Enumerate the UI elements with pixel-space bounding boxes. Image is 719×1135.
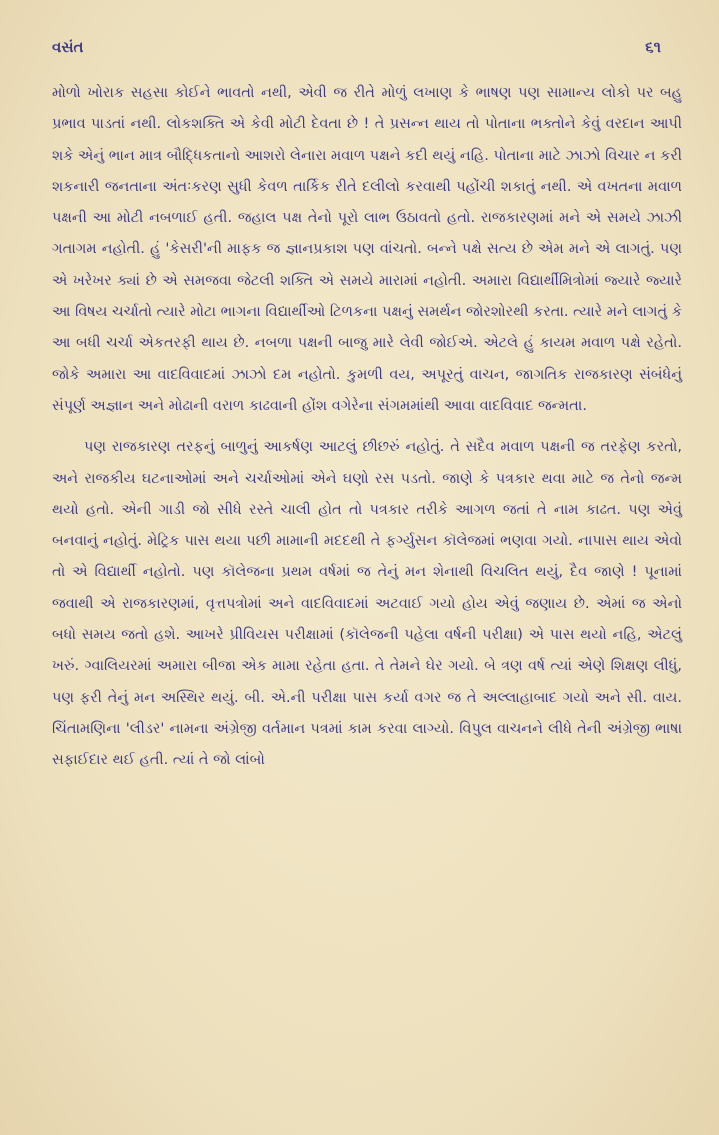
running-head: વસંત (52, 38, 84, 56)
page-header (52, 38, 679, 78)
paragraph-2: પણ રાજકારણ તરફનું બાળુનું આકર્ષણ આટલું છીછરું નહોતું. તે સદૈવ મવાળ પક્ષની જ તરફેણ કરતો, અને રાજકીય ઘટનાઓમાં અને ચર્ચાઓમાં એને ઘણો રસ પડતો. જાણે કે પત્રકાર થવા માટે જ તેનો જન્મ થયો હતો. એની ગાડી જો સીધે રસ્તે ચાલી હોત તો પત્રકાર તરીકે આગળ જતાં તે નામ કાઢત. પણ એવું બનવાનું નહોતું. મેટ્રિક પાસ થયા પછી મામાની મદદથી તે ફર્ગ્યુસન કૉલેજમાં ભણવા ગયો. નાપાસ થાય એવો તો એ વિદ્યાર્થી નહોતો. પણ કૉલેજના પ્રથમ વર્ષમાં જ તેનું મન શેનાથી વિચલિત થયું, દૈવ જાણે ! પૂનામાં જવાથી એ રાજકારણમાં, વૃત્તપત્રોમાં અને વાદવિવાદમાં અટવાઈ ગયો હોય એવું જણાય છે. એમાં જ એનો બધો સમય જતો હશે. આખરે પ્રીવિયસ પરીક્ષામાં (કૉલેજની પહેલા વર્ષની પરીક્ષા) એ પાસ થયો નહિ, એટલું ખરું. ગ્વાલિયરમાં અમારા બીજા એક મામા રહેતા હતા. તે તેમને ઘેર ગયો. બે ત્રણ વર્ષ ત્યાં એણે શિક્ષણ લીધું, પણ ફરી તેનું મન અસ્થિર થયું. બી. એ.ની પરીક્ષા પાસ કર્યા વગર જ તે અલ્લાહાબાદ ગયો અને સી. વાય. ચિંતામણિના 'લીડર' નામના અંગ્રેજી વર્તમાન પત્રમાં કામ કરવા લાગ્યો. વિપુલ વાચનને લીધે તેની અંગ્રેજી ભાષા સફાઈદાર થઈ હતી. ત્યાં તે જો લાંબો (52, 439, 682, 769)
page-number: ૬૧ (645, 38, 661, 56)
paragraph-1: મોળો ખોરાક સહસા કોઈને ભાવતો નથી, એવી જ રીતે મોળું લખાણ કે ભાષણ પણ સામાન્ય લોકો પર બહુ પ્રભાવ પાડતાં નથી. લોકશક્તિ એ કેવી મોટી દેવતા છે ! તે પ્રસન્ન થાય તો પોતાના ભક્તોને કેવું વરદાન આપી શકે એનું ભાન માત્ર બૌદ્ધિકતાનો આશરો લેનારા મવાળ પક્ષને કદી થયું નહિ. પોતાના માટે ઝાઝો વિચાર ન કરી શકનારી જનતાના અંતઃકરણ સુધી કેવળ તાર્કિક રીતે દલીલો કરવાથી પહોંચી શકાતું નથી. એ વખતના મવાળ પક્ષની આ મોટી નબળાઈ હતી. જહાલ પક્ષ તેનો પૂરો લાભ ઉઠાવતો હતો. રાજકારણમાં મને એ સમયે ઝાઝી ગતાગમ નહોતી. હું 'કેસરી'ની માફક જ જ્ઞાનપ્રકાશ પણ વાંચતો. બન્ને પક્ષે સત્ય છે એમ મને એ લાગતું. પણ એ ખરેખર ક્યાં છે એ સમજવા જેટલી શક્તિ એ સમયે મારામાં નહોતી. અમારા વિદ્યાર્થીમિત્રોમાં જ્યારે જ્યારે આ વિષય ચર્ચાતો ત્યારે મોટા ભાગના વિદ્યાર્થીઓ ટિળકના પક્ષનું સમર્થન જોરશોરથી કરતા. ત્યારે મને લાગતું કે આ બધી ચર્ચા એકતરફી થાય છે. નબળા પક્ષની બાજુ મારે લેવી જોઈએ. એટલે હું કાયમ મવાળ પક્ષે રહેતો. જોકે અમારા આ વાદવિવાદમાં ઝાઝો દમ નહોતો. કુમળી વય, અપૂરતું વાચન, જાગતિક રાજકારણ સંબંધેનું સંપૂર્ણ અજ્ઞાન અને મોઢાની વરાળ કાઢવાની હોંશ વગેરેના સંગમમાંથી આવા વાદવિવાદ જન્મતા. (52, 85, 682, 414)
body-text (52, 78, 682, 777)
